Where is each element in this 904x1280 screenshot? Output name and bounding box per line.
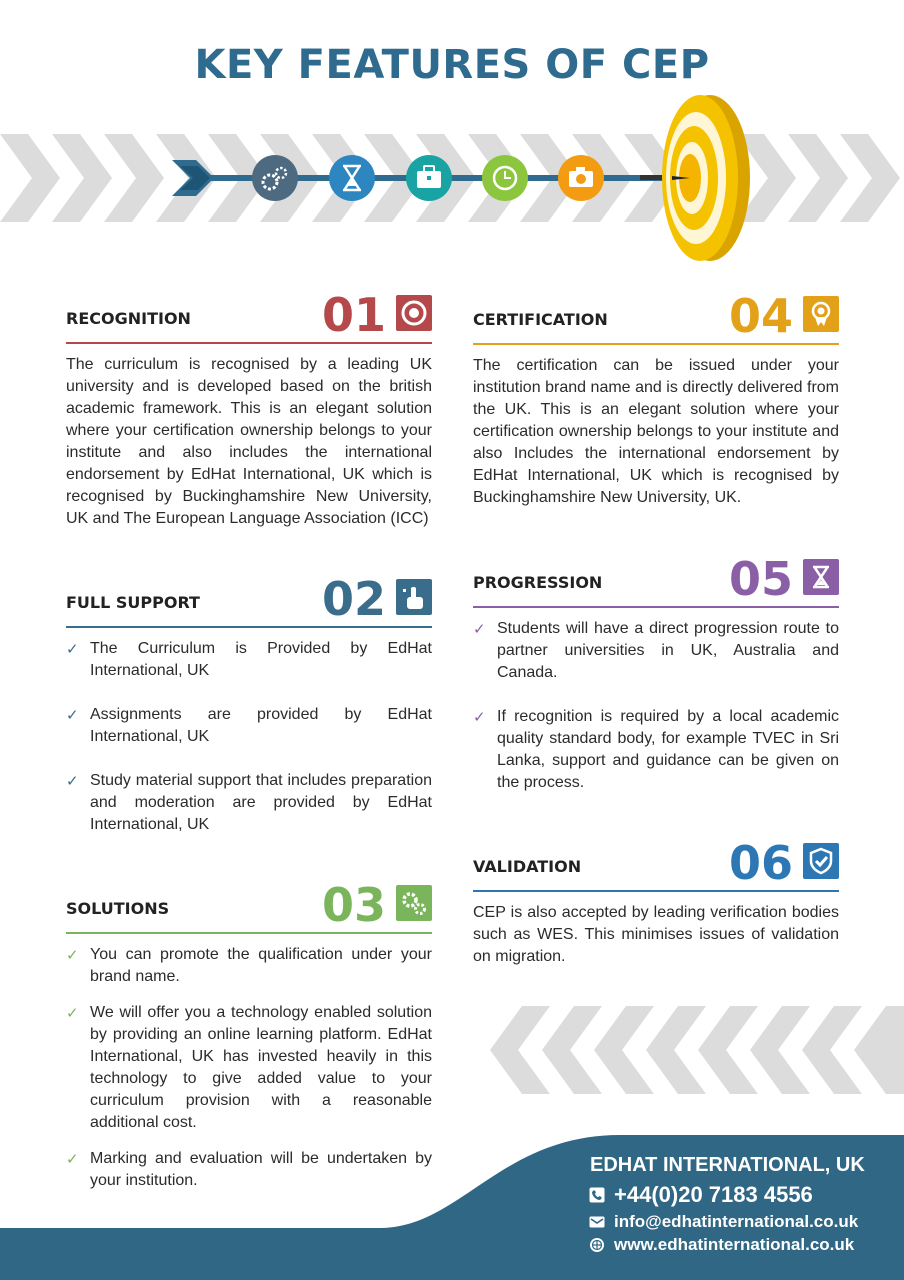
clock-icon — [482, 155, 528, 201]
check-icon: ✓ — [66, 707, 79, 724]
section-title: PROGRESSION — [473, 573, 603, 592]
section-number: 03 — [321, 878, 386, 932]
section-title: FULL SUPPORT — [66, 593, 200, 612]
list-item — [66, 704, 432, 748]
section-full-support — [66, 566, 432, 858]
section-number: 02 — [321, 572, 386, 626]
pointer-hand-icon — [396, 579, 432, 615]
section-title: CERTIFICATION — [473, 310, 608, 329]
list-item — [66, 638, 432, 682]
hourglass-icon — [329, 155, 375, 201]
section-validation — [473, 830, 839, 968]
camera-icon — [558, 155, 604, 201]
section-number: 06 — [728, 836, 793, 890]
dart-icon — [172, 160, 214, 196]
list-item — [473, 618, 839, 684]
section-recognition — [66, 282, 432, 530]
section-title: SOLUTIONS — [66, 899, 170, 918]
footer-website[interactable]: www.edhatinternational.co.uk — [614, 1235, 855, 1254]
list-item-text: Marking and evaluation will be undertaken by your institution. — [90, 1150, 432, 1189]
section-header — [66, 566, 432, 626]
list-item-text: You can promote the qualification under your brand name. — [90, 946, 432, 985]
list-item-text: Students will have a direct progression route to partner universities in UK, Australia and Canada. — [497, 620, 839, 681]
globe-icon — [589, 1237, 605, 1253]
gears-icon — [396, 885, 432, 921]
section-progression — [473, 546, 839, 816]
check-icon: ✓ — [473, 709, 486, 726]
section-divider — [473, 606, 839, 608]
section-certification — [473, 283, 839, 509]
section-number: 05 — [728, 552, 793, 606]
list-item — [66, 770, 432, 836]
check-icon: ✓ — [66, 641, 79, 658]
section-text: The certification can be issued under your institution brand name and is directly delivered from the UK. This is an elegant solution where your certification ownership belongs to your institute and also Includes the international endorsement by EdHat International, UK which is recognised by Buckinghamshire New University, UK. — [473, 357, 839, 506]
list-item — [66, 1002, 432, 1134]
check-icon: ✓ — [473, 621, 486, 638]
feature-list — [66, 638, 432, 836]
section-divider — [66, 626, 432, 628]
footer-phone[interactable]: +44(0)20 7183 4556 — [614, 1182, 813, 1207]
section-header — [66, 872, 432, 932]
gears-icon — [252, 155, 298, 201]
email-icon — [589, 1214, 605, 1230]
section-header — [473, 546, 839, 606]
briefcase-icon — [406, 155, 452, 201]
section-header — [473, 830, 839, 890]
hourglass-icon — [803, 559, 839, 595]
section-title: RECOGNITION — [66, 309, 191, 328]
list-item — [66, 944, 432, 988]
list-item-text: The Curriculum is Provided by EdHat International, UK — [90, 640, 432, 679]
list-item-text: If recognition is required by a local academic quality standard body, for example TVEC in Sri Lanka, support and guidance can be given on the process. — [497, 708, 839, 791]
award-icon — [803, 296, 839, 332]
phone-icon — [589, 1187, 605, 1203]
section-number: 04 — [728, 289, 793, 343]
banner-graphic — [0, 90, 904, 266]
chevron-strip-lower — [470, 1000, 904, 1100]
section-divider — [66, 932, 432, 934]
target-icon — [396, 295, 432, 331]
list-item-text: Study material support that includes preparation and moderation are provided by EdHat International, UK — [90, 772, 432, 833]
section-divider — [473, 343, 839, 345]
footer-company-name: EDHAT INTERNATIONAL, UK — [590, 1154, 865, 1176]
section-number: 01 — [321, 288, 386, 342]
check-icon: ✓ — [66, 947, 79, 964]
section-divider — [473, 890, 839, 892]
check-icon: ✓ — [66, 773, 79, 790]
section-divider — [66, 342, 432, 344]
section-header — [66, 282, 432, 342]
footer-email[interactable]: info@edhatinternational.co.uk — [614, 1212, 859, 1231]
list-item — [473, 706, 839, 794]
section-header — [473, 283, 839, 343]
list-item-text: We will offer you a technology enabled solution by providing an online learning platform. EdHat International, UK has invested heavily in this technology to give added value to your curriculum provision with a reasonable additional cost. — [90, 1004, 432, 1131]
section-text: CEP is also accepted by leading verification bodies such as WES. This minimises issues of validation on migration. — [473, 904, 839, 965]
feature-list — [473, 618, 839, 794]
list-item-text: Assignments are provided by EdHat International, UK — [90, 706, 432, 745]
section-text: The curriculum is recognised by a leading UK university and is developed based on the british academic framework. This is an elegant solution where your certification ownership belongs to your institute and also includes the international endorsement by EdHat International, UK which is recognised by Buckinghamshire New University, UK and The European Language Association (ICC) — [66, 356, 432, 527]
check-icon: ✓ — [66, 1005, 79, 1022]
section-title: VALIDATION — [473, 857, 582, 876]
shield-check-icon — [803, 843, 839, 879]
check-icon: ✓ — [66, 1151, 79, 1168]
page-title: KEY FEATURES OF CEP — [194, 42, 710, 88]
